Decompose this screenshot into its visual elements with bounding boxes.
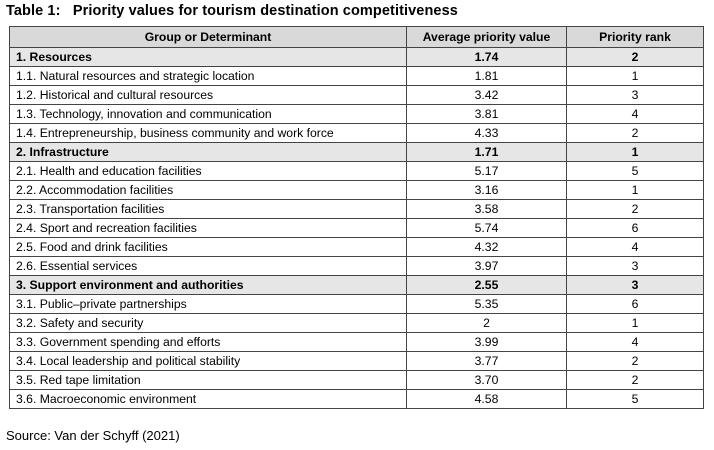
row-average-value: 5.17 bbox=[407, 162, 567, 181]
table-row bbox=[10, 67, 704, 86]
row-priority-rank: 2 bbox=[567, 124, 704, 143]
row-priority-rank: 6 bbox=[567, 219, 704, 238]
row-label: 1.2. Historical and cultural resources bbox=[10, 86, 407, 105]
row-priority-rank: 5 bbox=[567, 390, 704, 409]
table-row bbox=[10, 295, 704, 314]
table-row bbox=[10, 314, 704, 333]
row-priority-rank: 1 bbox=[567, 314, 704, 333]
row-priority-rank: 2 bbox=[567, 352, 704, 371]
row-label: 3.1. Public–private partnerships bbox=[10, 295, 407, 314]
row-average-value: 4.32 bbox=[407, 238, 567, 257]
row-priority-rank: 1 bbox=[567, 181, 704, 200]
row-priority-rank: 4 bbox=[567, 333, 704, 352]
table-group-row bbox=[10, 48, 704, 67]
table-row bbox=[10, 181, 704, 200]
table-group-row bbox=[10, 276, 704, 295]
row-label: 3.5. Red tape limitation bbox=[10, 371, 407, 390]
table-row bbox=[10, 352, 704, 371]
row-average-value: 1.74 bbox=[407, 48, 567, 67]
table-row bbox=[10, 238, 704, 257]
row-average-value: 4.33 bbox=[407, 124, 567, 143]
table-row bbox=[10, 219, 704, 238]
row-label: 2.2. Accommodation facilities bbox=[10, 181, 407, 200]
table-row bbox=[10, 390, 704, 409]
row-priority-rank: 6 bbox=[567, 295, 704, 314]
row-average-value: 2 bbox=[407, 314, 567, 333]
row-average-value: 2.55 bbox=[407, 276, 567, 295]
row-label: 2.5. Food and drink facilities bbox=[10, 238, 407, 257]
table-row bbox=[10, 86, 704, 105]
row-average-value: 3.99 bbox=[407, 333, 567, 352]
header-group: Group or Determinant bbox=[10, 27, 407, 48]
row-label: 1.4. Entrepreneurship, business community and work force bbox=[10, 124, 407, 143]
row-average-value: 3.97 bbox=[407, 257, 567, 276]
row-priority-rank: 4 bbox=[567, 238, 704, 257]
row-average-value: 3.81 bbox=[407, 105, 567, 124]
row-average-value: 3.42 bbox=[407, 86, 567, 105]
table-group-row bbox=[10, 143, 704, 162]
row-priority-rank: 5 bbox=[567, 162, 704, 181]
row-label: 1.1. Natural resources and strategic location bbox=[10, 67, 407, 86]
row-label: 2.1. Health and education facilities bbox=[10, 162, 407, 181]
row-priority-rank: 3 bbox=[567, 86, 704, 105]
row-average-value: 3.77 bbox=[407, 352, 567, 371]
row-priority-rank: 2 bbox=[567, 200, 704, 219]
row-label: 2.4. Sport and recreation facilities bbox=[10, 219, 407, 238]
row-average-value: 1.81 bbox=[407, 67, 567, 86]
table-row bbox=[10, 333, 704, 352]
row-priority-rank: 1 bbox=[567, 67, 704, 86]
row-label: 3.3. Government spending and efforts bbox=[10, 333, 407, 352]
row-priority-rank: 4 bbox=[567, 105, 704, 124]
row-average-value: 3.16 bbox=[407, 181, 567, 200]
row-priority-rank: 3 bbox=[567, 257, 704, 276]
header-priority-rank: Priority rank bbox=[567, 27, 704, 48]
priority-table bbox=[9, 26, 704, 409]
row-average-value: 5.74 bbox=[407, 219, 567, 238]
row-label: 3.2. Safety and security bbox=[10, 314, 407, 333]
header-average-priority: Average priority value bbox=[407, 27, 567, 48]
row-average-value: 1.71 bbox=[407, 143, 567, 162]
table-body bbox=[10, 48, 704, 409]
table-row bbox=[10, 200, 704, 219]
table-caption: Table 1: Priority values for tourism destination competitiveness bbox=[6, 3, 458, 19]
table-row bbox=[10, 162, 704, 181]
row-label: 1.3. Technology, innovation and communication bbox=[10, 105, 407, 124]
row-priority-rank: 3 bbox=[567, 276, 704, 295]
row-label: 3.4. Local leadership and political stability bbox=[10, 352, 407, 371]
table-row bbox=[10, 257, 704, 276]
row-label: 1. Resources bbox=[10, 48, 407, 67]
row-priority-rank: 2 bbox=[567, 371, 704, 390]
row-average-value: 3.58 bbox=[407, 200, 567, 219]
row-average-value: 5.35 bbox=[407, 295, 567, 314]
row-label: 3. Support environment and authorities bbox=[10, 276, 407, 295]
row-label: 2. Infrastructure bbox=[10, 143, 407, 162]
table-row bbox=[10, 124, 704, 143]
row-priority-rank: 2 bbox=[567, 48, 704, 67]
row-label: 3.6. Macroeconomic environment bbox=[10, 390, 407, 409]
row-priority-rank: 1 bbox=[567, 143, 704, 162]
table-row bbox=[10, 105, 704, 124]
row-label: 2.3. Transportation facilities bbox=[10, 200, 407, 219]
row-average-value: 4.58 bbox=[407, 390, 567, 409]
source-note: Source: Van der Schyff (2021) bbox=[6, 428, 180, 443]
table-header-row bbox=[10, 27, 704, 48]
row-label: 2.6. Essential services bbox=[10, 257, 407, 276]
row-average-value: 3.70 bbox=[407, 371, 567, 390]
table-row bbox=[10, 371, 704, 390]
